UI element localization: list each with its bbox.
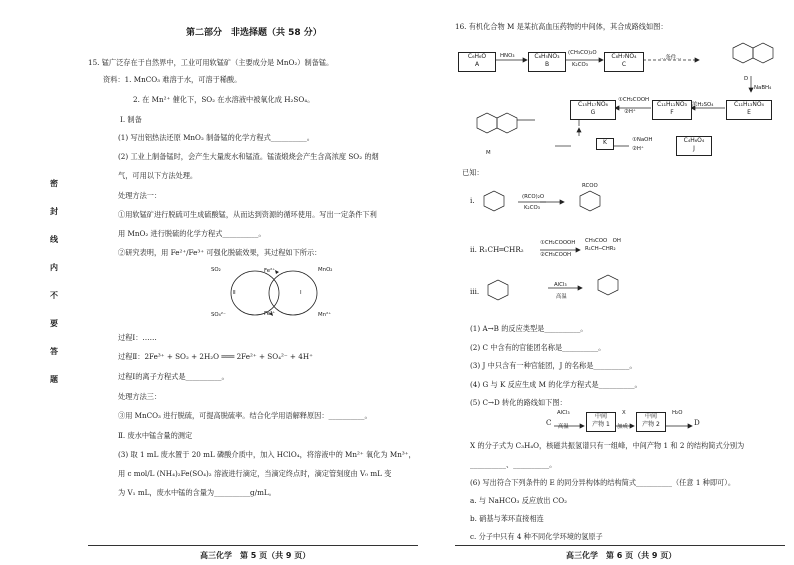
cycle-fe2: Fe²⁺ bbox=[264, 268, 276, 274]
margin-char-3: 线 bbox=[50, 234, 58, 244]
proc2: 过程Ⅱ：2Fe³⁺ + SO₂ + 2H₂O ═══ 2Fe²⁺ + SO₄²⁻ + 4H⁺ bbox=[118, 352, 313, 361]
q15-1: (1) 写出铝热法还原 MnO₂ 制备锰的化学方程式__________。 bbox=[118, 133, 314, 142]
q15-2b: 气，可用以下方法处理。 bbox=[118, 171, 198, 180]
q15-info2: 2. 在 Mn²⁺ 催化下，SO₂ 在水溶液中被氧化成 H₂SO₄。 bbox=[133, 95, 315, 104]
known-2-label: ⅱ. R₁CH═CHR₂ bbox=[470, 245, 524, 254]
q15-3b: 用 c mol/L (NH₄)₂Fe(SO₄)₂ 溶液进行滴定，当滴定终点时，滴定管刻度由 V₀ mL 变 bbox=[118, 469, 392, 478]
margin-char-1: 密 bbox=[50, 178, 58, 188]
reagent-h2so4: 浓H₂SO₄ bbox=[692, 102, 714, 108]
m3: ③用 MnCO₃ 进行脱硫，可提高脱硫率。结合化学用语解释原因：__________。 bbox=[118, 411, 372, 420]
cycle-so2: SO₂ bbox=[211, 267, 221, 273]
compound-c: C₈H₇NO₄ C bbox=[604, 52, 644, 72]
q16-2: (2) C 中含有的官能团名称是__________。 bbox=[470, 343, 606, 352]
left-footer-rule bbox=[88, 545, 418, 546]
reagent-k2co3: K₂CO₃ bbox=[572, 62, 588, 68]
q15-3a: (3) 取 1 mL 废水置于 20 mL 磷酸介质中，加入 HClO₄，将溶液中的 Mn²⁺ 氧化为 Mn³⁺， bbox=[118, 450, 416, 459]
part2-title: Ⅱ. 废水中锰含量的测定 bbox=[118, 431, 193, 440]
cycle-fe3: Fe³⁺ bbox=[264, 311, 276, 317]
known-1-product: RCOO bbox=[582, 183, 598, 189]
margin-char-6: 要 bbox=[50, 318, 58, 328]
known-2-product: R₁CH─CHR₂ bbox=[585, 246, 616, 252]
q16-5b: X 的分子式为 C₃H₄O，核磁共振氢谱只有一组峰，中间产物 1 和 2 的结构简式分别为 bbox=[470, 441, 745, 450]
m1-1a: ①用软锰矿进行脱硫可生成硫酸锰，从而达到资源的循环使用。写出一定条件下利 bbox=[118, 210, 377, 219]
q16-intro: 16. 有机化合物 M 是某抗高血压药物的中间体，其合成路线如图： bbox=[455, 22, 668, 31]
reagent-hint: …条件… bbox=[660, 55, 682, 61]
m1-2: ②研究表明，用 Fe²⁺/Fe³⁺ 可强化脱硫效果，其过程如下所示： bbox=[118, 248, 322, 257]
reagent-nabh4: NaBH₄ bbox=[754, 85, 772, 91]
cycle-mno2: MnO₂ bbox=[318, 267, 333, 273]
q15-3c: 为 V₁ mL，废水中锰的含量为__________g/mL。 bbox=[118, 488, 276, 497]
reagent-r6: ①CH₂COOH bbox=[618, 97, 650, 103]
compound-a: C₆H₆O A bbox=[458, 52, 496, 72]
known-2-product-top: CH₃COO OH bbox=[585, 238, 621, 244]
right-footer-rule bbox=[455, 545, 785, 546]
flow-intermediate-1: 中间 产物 1 bbox=[586, 412, 616, 432]
compound-f: C₁₁H₁₁NO₃ F bbox=[652, 100, 692, 120]
proc1-eq: 过程Ⅰ的离子方程式是__________。 bbox=[118, 372, 229, 381]
flow-a2: X bbox=[622, 410, 626, 416]
compound-g: C₁₅H₁₇NO₆ G bbox=[570, 100, 616, 120]
known-2-r1: ①CH₂COOOH bbox=[540, 240, 576, 246]
known-1-r2: K₂CO₃ bbox=[524, 205, 540, 211]
method1: 处理方法一： bbox=[118, 191, 162, 200]
q16-5: (5) C→D 转化的路线如下图： bbox=[470, 398, 567, 407]
m1-1b: 用 MnO₂ 进行脱硫的化学方程式__________。 bbox=[118, 229, 266, 238]
q16-3: (3) J 中只含有一种官能团，J 的名称是__________。 bbox=[470, 361, 637, 370]
left-footer: 高三化学 第 5 页（共 9 页） bbox=[200, 551, 311, 560]
q16-6a: a. 与 NaHCO₃ 反应放出 CO₂ bbox=[470, 496, 568, 505]
flow-end: D bbox=[694, 418, 700, 427]
reagent-naoh: ①NaOH bbox=[632, 137, 653, 143]
q15-info1: 资料：1. MnCO₃ 难溶于水，可溶于稀酸。 bbox=[103, 75, 242, 84]
reagent-h: ②H⁺ bbox=[632, 146, 644, 152]
method3: 处理方法三： bbox=[118, 392, 162, 401]
cycle-mn2: Mn²⁺ bbox=[318, 312, 332, 318]
known-title: 已知： bbox=[462, 168, 484, 177]
reagent-hno3: HNO₃ bbox=[500, 53, 515, 59]
flow-a1b: 高温 bbox=[558, 424, 569, 430]
reagent-r6b: ②H⁺ bbox=[624, 109, 636, 115]
known-3-r1: AlCl₃ bbox=[554, 282, 567, 288]
flow-a2b: 加成 bbox=[617, 424, 628, 430]
compound-d-label: D bbox=[744, 76, 749, 82]
known-1-r1: (RCO)₂O bbox=[522, 194, 545, 200]
flow-start: C bbox=[546, 418, 552, 427]
known-3-label: ⅲ. bbox=[470, 287, 480, 296]
right-footer: 高三化学 第 6 页（共 9 页） bbox=[566, 551, 677, 560]
known-1-label: ⅰ. bbox=[470, 196, 475, 205]
q15-2a: (2) 工业上制备锰时，会产生大量废水和锰渣。锰渣煅烧会产生含高浓度 SO₂ 的烟 bbox=[118, 152, 379, 161]
part1-title: Ⅰ. 制备 bbox=[120, 115, 142, 124]
known-3-r2: 高温 bbox=[556, 294, 567, 300]
compound-k: K bbox=[596, 138, 614, 150]
flow-intermediate-2: 中间 产物 2 bbox=[636, 412, 666, 432]
cycle-roman-2: Ⅱ bbox=[233, 290, 236, 296]
margin-char-4: 内 bbox=[50, 262, 58, 272]
q16-6b: b. 硝基与苯环直接相连 bbox=[470, 514, 544, 523]
q16-6c: c. 分子中只有 4 种不同化学环境的氢原子 bbox=[470, 532, 603, 541]
q16-4: (4) G 与 K 反应生成 M 的化学方程式是__________。 bbox=[470, 380, 642, 389]
cycle-roman-1: Ⅰ bbox=[300, 290, 302, 296]
compound-j: C₄H₆O₄ J bbox=[676, 136, 712, 156]
known-2-r2: ②CH₃COOH bbox=[540, 252, 572, 258]
q16-5c: __________、__________。 bbox=[470, 460, 557, 469]
section-title: 第二部分 非选择题（共 58 分） bbox=[186, 28, 322, 38]
q16-1: (1) A→B 的反应类型是__________。 bbox=[470, 324, 588, 333]
reagent-ac2o: (CH₃CO)₂O bbox=[568, 50, 597, 56]
compound-m-label: M bbox=[486, 150, 491, 156]
cycle-so4: SO₄²⁻ bbox=[211, 312, 226, 318]
q15-intro: 15. 锰广泛存在于自然界中，工业可用软锰矿（主要成分是 MnO₂）制备锰。 bbox=[88, 58, 334, 67]
compound-b: C₆H₅NO₃ B bbox=[528, 52, 566, 72]
q16-6: (6) 写出符合下列条件的 E 的同分异构体的结构简式__________（任意 1 种即可）。 bbox=[470, 478, 736, 487]
margin-char-5: 不 bbox=[50, 290, 58, 300]
compound-e: C₁₁H₁₃NO₄ E bbox=[726, 100, 772, 120]
margin-char-2: 封 bbox=[50, 206, 58, 216]
margin-char-7: 答 bbox=[50, 346, 58, 356]
flow-a1: AlCl₃ bbox=[557, 410, 570, 416]
flow-a3: H₂O bbox=[672, 410, 683, 416]
proc1: 过程Ⅰ：…… bbox=[118, 333, 157, 342]
margin-char-8: 题 bbox=[50, 374, 58, 384]
